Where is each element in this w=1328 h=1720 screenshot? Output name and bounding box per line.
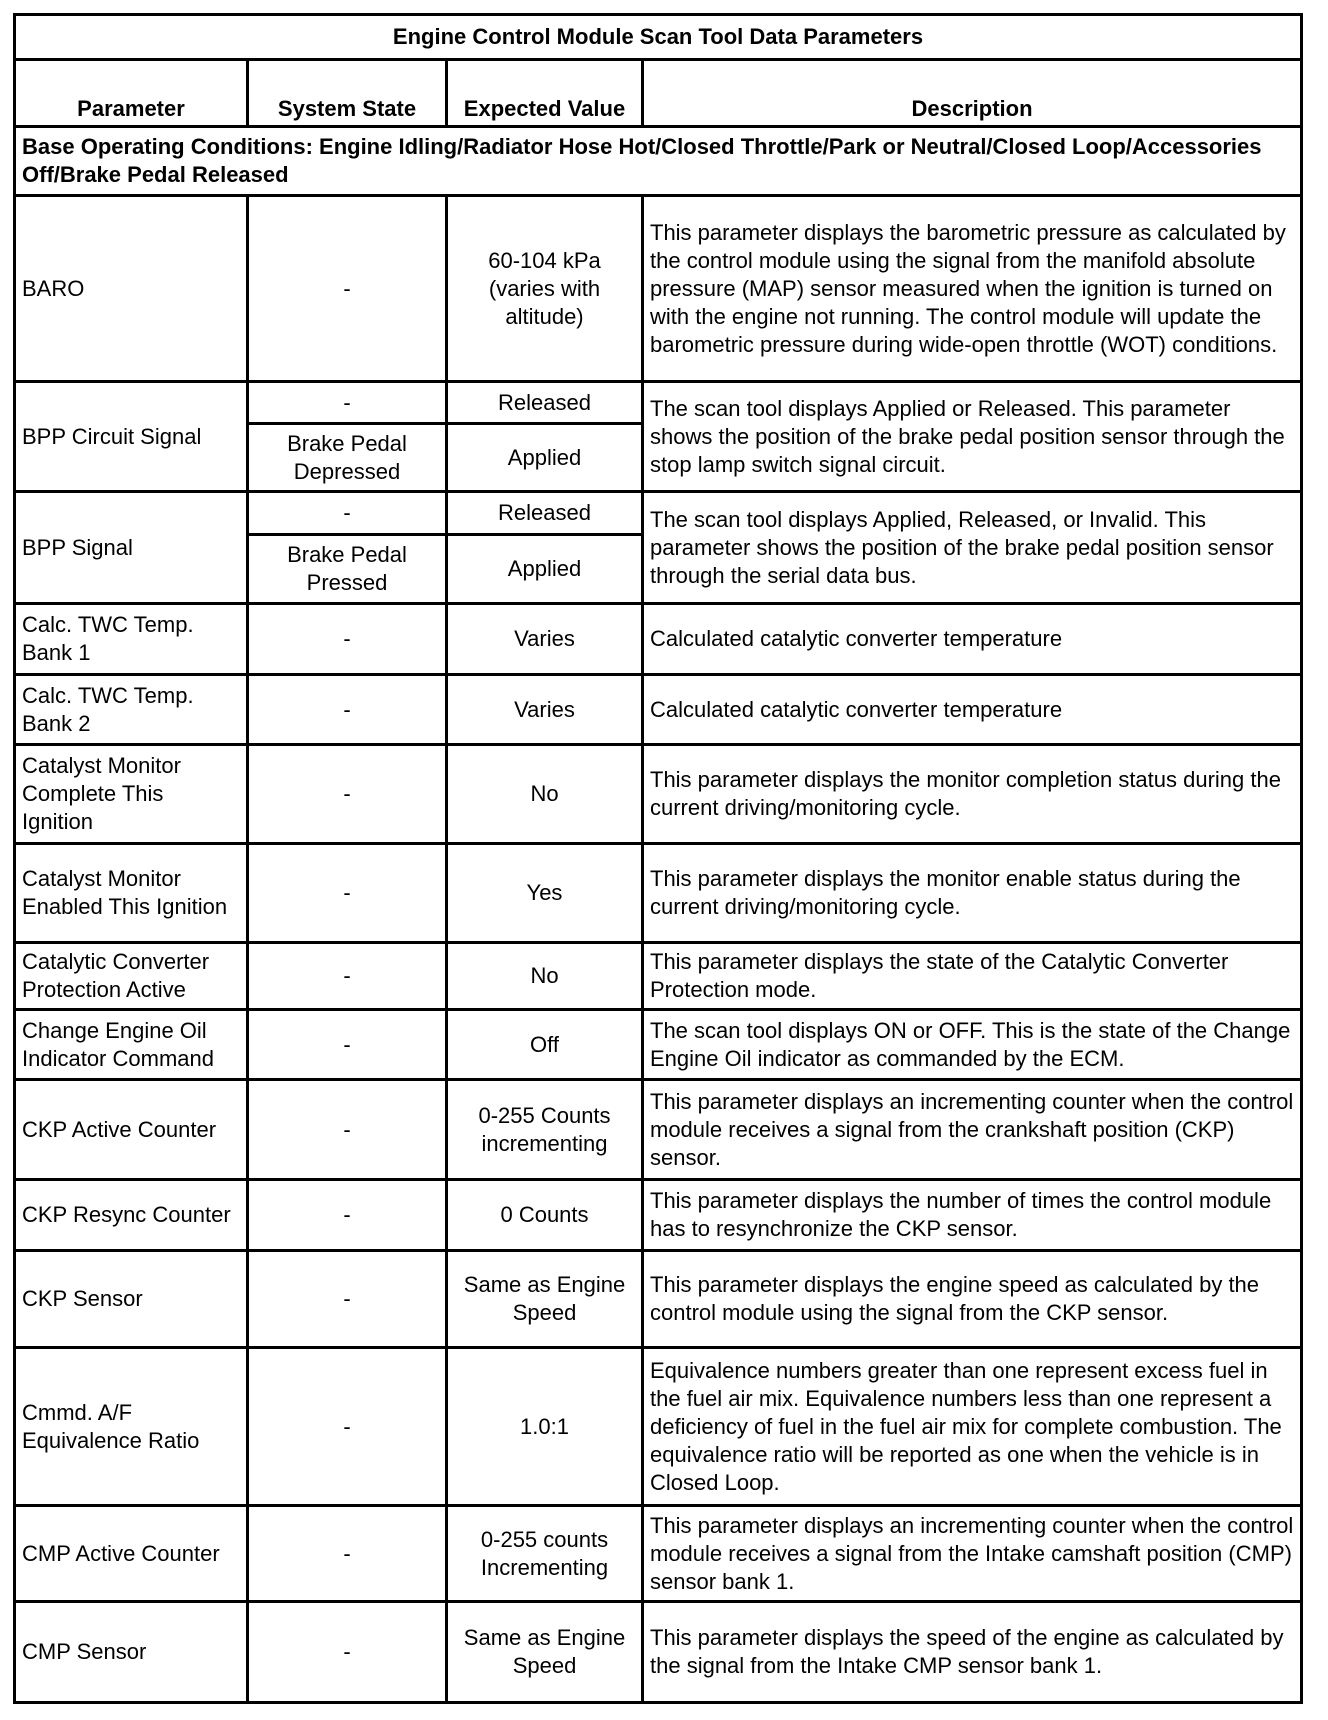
- parameter-cell: Catalytic Converter Protection Active: [15, 943, 248, 1010]
- expected-value-cell: No: [447, 943, 643, 1010]
- header-description: Description: [643, 60, 1302, 127]
- system-state-cell: -: [248, 745, 447, 844]
- table-row: [15, 382, 1302, 424]
- expected-value-cell: 0-255 counts Incrementing: [447, 1506, 643, 1602]
- parameter-cell: CKP Resync Counter: [15, 1180, 248, 1251]
- description-cell: The scan tool displays Applied or Released. This parameter shows the position of the brake pedal position sensor through the stop lamp switch signal circuit.: [643, 382, 1302, 492]
- table-row: [15, 675, 1302, 745]
- expected-value-cell: Applied: [447, 535, 643, 604]
- system-state-cell: Brake Pedal Pressed: [248, 535, 447, 604]
- table-row: [15, 1010, 1302, 1080]
- system-state-cell: -: [248, 492, 447, 535]
- description-cell: Calculated catalytic converter temperature: [643, 675, 1302, 745]
- expected-value-cell: 0 Counts: [447, 1180, 643, 1251]
- system-state-cell: -: [248, 1506, 447, 1602]
- table-row: [15, 844, 1302, 943]
- system-state-cell: -: [248, 675, 447, 745]
- system-state-cell: -: [248, 1180, 447, 1251]
- expected-value-cell: Released: [447, 382, 643, 424]
- expected-value-cell: Same as Engine Speed: [447, 1602, 643, 1703]
- parameter-cell: Calc. TWC Temp. Bank 2: [15, 675, 248, 745]
- table-row: [15, 1251, 1302, 1348]
- table-row: [15, 943, 1302, 1010]
- table-row: [15, 492, 1302, 535]
- system-state-cell: -: [248, 943, 447, 1010]
- system-state-cell: -: [248, 844, 447, 943]
- table-row: [15, 1080, 1302, 1180]
- system-state-cell: -: [248, 1602, 447, 1703]
- system-state-cell: -: [248, 382, 447, 424]
- expected-value-cell: Same as Engine Speed: [447, 1251, 643, 1348]
- description-cell: This parameter displays the number of times the control module has to resynchronize the CKP sensor.: [643, 1180, 1302, 1251]
- description-cell: This parameter displays the speed of the engine as calculated by the signal from the Intake CMP sensor bank 1.: [643, 1602, 1302, 1703]
- system-state-cell: -: [248, 604, 447, 675]
- parameter-cell: CKP Sensor: [15, 1251, 248, 1348]
- description-cell: This parameter displays the monitor enable status during the current driving/monitoring cycle.: [643, 844, 1302, 943]
- expected-value-cell: Varies: [447, 604, 643, 675]
- expected-value-cell: 60-104 kPa (varies with altitude): [447, 196, 643, 382]
- parameter-cell: Cmmd. A/F Equivalence Ratio: [15, 1348, 248, 1506]
- expected-value-cell: Released: [447, 492, 643, 535]
- parameter-cell: BPP Signal: [15, 492, 248, 604]
- system-state-cell: -: [248, 1251, 447, 1348]
- base-operating-conditions: Base Operating Conditions: Engine Idling/Radiator Hose Hot/Closed Throttle/Park or Neutral/Closed Loop/Accessories Off/Brake Pedal Released: [15, 127, 1302, 196]
- table-row: [15, 604, 1302, 675]
- scan-tool-data-table: [13, 13, 1303, 1704]
- description-cell: The scan tool displays Applied, Released, or Invalid. This parameter shows the position of the brake pedal position sensor through the serial data bus.: [643, 492, 1302, 604]
- table-row: [15, 1602, 1302, 1703]
- description-cell: This parameter displays the state of the Catalytic Converter Protection mode.: [643, 943, 1302, 1010]
- system-state-cell: -: [248, 196, 447, 382]
- table-row: [15, 1506, 1302, 1602]
- system-state-cell: -: [248, 1348, 447, 1506]
- table-row: [15, 1348, 1302, 1506]
- expected-value-cell: Off: [447, 1010, 643, 1080]
- header-expected-value: Expected Value: [447, 60, 643, 127]
- description-cell: This parameter displays the monitor completion status during the current driving/monitoring cycle.: [643, 745, 1302, 844]
- description-cell: Calculated catalytic converter temperature: [643, 604, 1302, 675]
- header-system-state: System State: [248, 60, 447, 127]
- expected-value-cell: Varies: [447, 675, 643, 745]
- description-cell: This parameter displays an incrementing counter when the control module receives a signal from the crankshaft position (CKP) sensor.: [643, 1080, 1302, 1180]
- parameter-cell: BARO: [15, 196, 248, 382]
- parameter-cell: Catalyst Monitor Complete This Ignition: [15, 745, 248, 844]
- system-state-cell: -: [248, 1080, 447, 1180]
- description-cell: This parameter displays an incrementing counter when the control module receives a signal from the Intake camshaft position (CMP) sensor bank 1.: [643, 1506, 1302, 1602]
- parameter-cell: Change Engine Oil Indicator Command: [15, 1010, 248, 1080]
- table-row: [15, 196, 1302, 382]
- expected-value-cell: Yes: [447, 844, 643, 943]
- expected-value-cell: 0-255 Counts incrementing: [447, 1080, 643, 1180]
- expected-value-cell: 1.0:1: [447, 1348, 643, 1506]
- description-cell: Equivalence numbers greater than one represent excess fuel in the fuel air mix. Equivalence numbers less than one represent a deficiency of fuel in the fuel air mix for complete combustion. The equivalence ratio will be reported as one when the vehicle is in Closed Loop.: [643, 1348, 1302, 1506]
- table-row: [15, 1180, 1302, 1251]
- description-cell: This parameter displays the engine speed as calculated by the control module using the signal from the CKP sensor.: [643, 1251, 1302, 1348]
- description-cell: The scan tool displays ON or OFF. This is the state of the Change Engine Oil indicator as commanded by the ECM.: [643, 1010, 1302, 1080]
- header-parameter: Parameter: [15, 60, 248, 127]
- parameter-cell: CMP Active Counter: [15, 1506, 248, 1602]
- expected-value-cell: No: [447, 745, 643, 844]
- system-state-cell: -: [248, 1010, 447, 1080]
- parameter-cell: CKP Active Counter: [15, 1080, 248, 1180]
- parameter-cell: Catalyst Monitor Enabled This Ignition: [15, 844, 248, 943]
- table-title: Engine Control Module Scan Tool Data Parameters: [15, 15, 1302, 60]
- expected-value-cell: Applied: [447, 424, 643, 492]
- description-cell: This parameter displays the barometric pressure as calculated by the control module using the signal from the manifold absolute pressure (MAP) sensor measured when the ignition is turned on with the engine not running. The control module will update the barometric pressure during wide-open throttle (WOT) conditions.: [643, 196, 1302, 382]
- parameter-cell: BPP Circuit Signal: [15, 382, 248, 492]
- table-row: [15, 745, 1302, 844]
- parameter-cell: CMP Sensor: [15, 1602, 248, 1703]
- parameter-cell: Calc. TWC Temp. Bank 1: [15, 604, 248, 675]
- system-state-cell: Brake Pedal Depressed: [248, 424, 447, 492]
